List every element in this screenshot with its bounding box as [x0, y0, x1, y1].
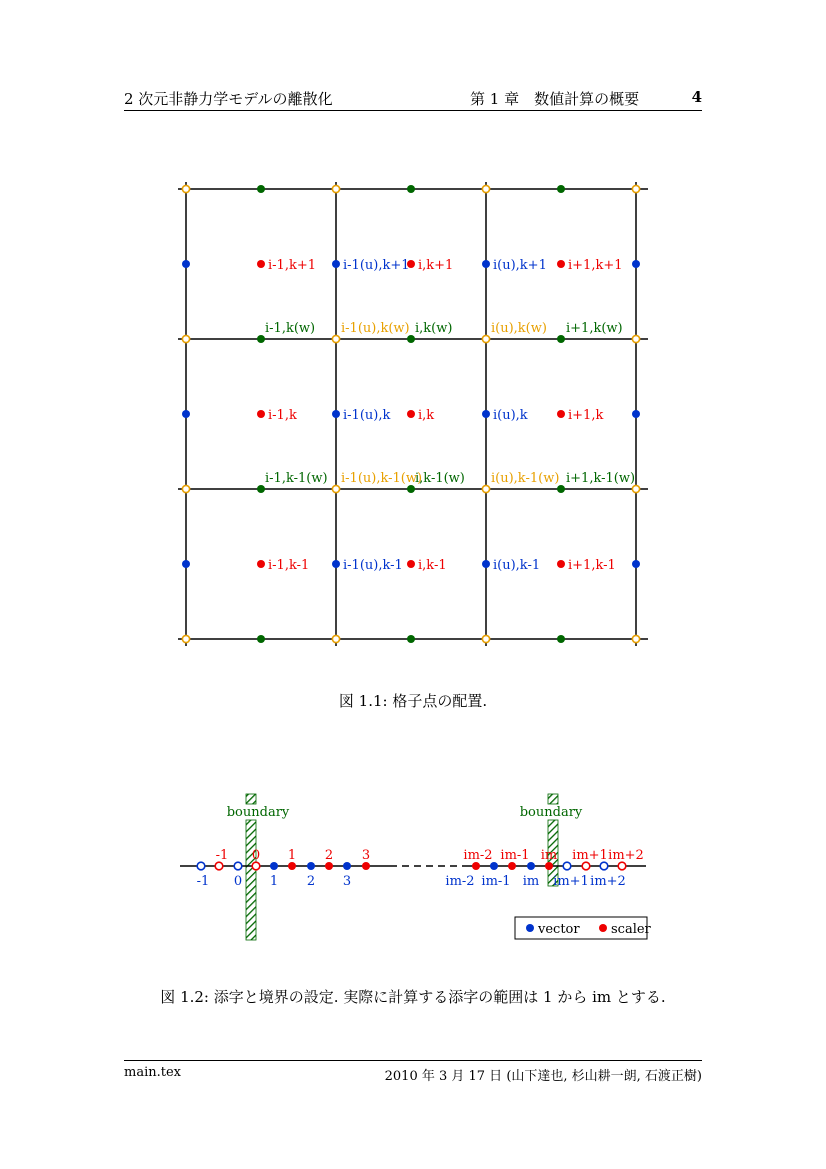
- green-point: [407, 335, 415, 343]
- orange-point: [632, 185, 639, 192]
- index-label: im: [522, 874, 540, 889]
- red-point: [545, 862, 553, 870]
- blue-label: i-1(u),k: [343, 408, 391, 423]
- red-point: [257, 410, 265, 418]
- orange-point: [632, 485, 639, 492]
- orange-point: [332, 185, 339, 192]
- red-open-point: [618, 862, 626, 870]
- left-blue-labels: [197, 874, 351, 889]
- red-point: [508, 862, 516, 870]
- red-point: [257, 260, 265, 268]
- blue-point: [332, 560, 340, 568]
- green-label: i-1,k-1(w): [265, 471, 328, 486]
- green-point: [407, 185, 415, 193]
- red-point: [407, 560, 415, 568]
- legend: [515, 917, 652, 939]
- blue-point: [490, 862, 498, 870]
- green-label: i-1,k(w): [265, 321, 316, 336]
- green-point: [257, 335, 265, 343]
- blue-point: [482, 260, 490, 268]
- red-point: [407, 410, 415, 418]
- red-point: [472, 862, 480, 870]
- green-label: i,k(w): [415, 321, 453, 336]
- green-labels: [265, 321, 635, 486]
- red-label: i+1,k-1: [568, 558, 616, 573]
- green-point: [257, 185, 265, 193]
- blue-point: [182, 410, 190, 418]
- red-point: [325, 862, 333, 870]
- index-label: 3: [342, 874, 352, 889]
- blue-point: [527, 862, 535, 870]
- blue-open-point: [600, 862, 608, 870]
- orange-labels: [341, 321, 559, 486]
- boundary-bar: [246, 794, 256, 804]
- orange-point: [632, 335, 639, 342]
- red-open-point: [215, 862, 223, 870]
- blue-point: [343, 862, 351, 870]
- orange-point: [182, 185, 189, 192]
- index-label: im: [540, 848, 558, 863]
- orange-point: [182, 635, 189, 642]
- right-red-labels: [463, 848, 643, 863]
- blue-point: [182, 560, 190, 568]
- red-label: i,k-1: [418, 558, 447, 573]
- red-point: [557, 410, 565, 418]
- blue-point: [482, 410, 490, 418]
- red-point: [362, 862, 370, 870]
- red-label: i,k: [418, 408, 435, 423]
- chapter-title: 第 1 章 数値計算の概要: [470, 90, 640, 108]
- index-label: im+1: [553, 874, 589, 889]
- boundary-label: boundary: [226, 805, 290, 820]
- orange-label: i(u),k(w): [491, 321, 547, 336]
- boundary-bar: [246, 820, 256, 940]
- green-point: [557, 635, 565, 643]
- blue-label: i-1(u),k+1: [343, 258, 410, 273]
- orange-point: [482, 485, 489, 492]
- legend-scaler-marker: [599, 924, 607, 932]
- red-label: i+1,k: [568, 408, 604, 423]
- red-label: i-1,k-1: [268, 558, 310, 573]
- green-label: i+1,k(w): [566, 321, 623, 336]
- orange-point: [332, 485, 339, 492]
- footer-filename: main.tex: [124, 1065, 181, 1080]
- orange-point: [332, 635, 339, 642]
- index-label: -1: [196, 874, 210, 889]
- blue-point: [332, 410, 340, 418]
- page-footer: [124, 1060, 702, 1084]
- red-label: i,k+1: [418, 258, 454, 273]
- blue-open-point: [234, 862, 242, 870]
- red-point: [557, 260, 565, 268]
- orange-point: [632, 635, 639, 642]
- legend-vector-label: vector: [538, 922, 580, 937]
- orange-point: [332, 335, 339, 342]
- green-point: [557, 485, 565, 493]
- index-label: im+2: [590, 874, 626, 889]
- blue-point: [182, 260, 190, 268]
- orange-point: [482, 635, 489, 642]
- red-labels: [268, 258, 623, 573]
- blue-labels: [343, 258, 547, 573]
- blue-label: i(u),k+1: [493, 258, 547, 273]
- blue-point: [307, 862, 315, 870]
- index-label: 1: [269, 874, 279, 889]
- blue-label: i-1(u),k-1: [343, 558, 403, 573]
- index-label: im+1: [572, 848, 608, 863]
- blue-point: [632, 410, 640, 418]
- red-point: [257, 560, 265, 568]
- blue-point: [270, 862, 278, 870]
- index-label: 2: [306, 874, 316, 889]
- left-red-labels: [216, 848, 370, 863]
- figure1-caption: 図 1.1: 格子点の配置.: [338, 692, 488, 710]
- orange-label: i-1(u),k-1(w): [341, 471, 423, 486]
- index-label: im-1: [500, 848, 530, 863]
- red-open-point: [252, 862, 260, 870]
- legend-scaler-label: scaler: [611, 922, 651, 937]
- blue-open-point: [563, 862, 571, 870]
- section-title: 2 次元非静力学モデルの離散化: [124, 90, 333, 108]
- index-label: im-1: [481, 874, 511, 889]
- blue-point: [482, 560, 490, 568]
- figure2-caption: 図 1.2: 添字と境界の設定. 実際に計算する添字の範囲は 1 から im とする.: [160, 988, 666, 1006]
- index-label: im-2: [445, 874, 475, 889]
- red-label: i-1,k+1: [268, 258, 316, 273]
- green-point: [407, 635, 415, 643]
- boundary-figure: [0, 780, 826, 960]
- orange-label: i-1(u),k(w): [341, 321, 410, 336]
- index-label: 0: [251, 848, 261, 863]
- orange-point: [182, 335, 189, 342]
- red-label: i+1,k+1: [568, 258, 623, 273]
- blue-point: [632, 260, 640, 268]
- green-point: [557, 185, 565, 193]
- red-point: [557, 560, 565, 568]
- index-label: 0: [233, 874, 243, 889]
- green-point: [407, 485, 415, 493]
- red-point: [288, 862, 296, 870]
- orange-point: [182, 485, 189, 492]
- green-label: i+1,k-1(w): [566, 471, 636, 486]
- blue-point: [332, 260, 340, 268]
- green-point: [257, 485, 265, 493]
- green-point: [257, 635, 265, 643]
- footer-date-authors: 2010 年 3 月 17 日 (山下達也, 杉山耕一朗, 石渡正樹): [384, 1069, 702, 1084]
- right-points: [472, 862, 626, 870]
- blue-label: i(u),k: [493, 408, 528, 423]
- right-blue-labels: [445, 874, 625, 889]
- red-open-point: [582, 862, 590, 870]
- index-label: im-2: [463, 848, 493, 863]
- blue-open-point: [197, 862, 205, 870]
- index-label: 3: [361, 848, 371, 863]
- index-label: 1: [287, 848, 297, 863]
- blue-point: [632, 560, 640, 568]
- red-label: i-1,k: [268, 408, 297, 423]
- green-label: i,k-1(w): [415, 471, 465, 486]
- orange-point: [482, 335, 489, 342]
- index-label: im+2: [608, 848, 644, 863]
- boundary-label: boundary: [519, 805, 583, 820]
- boundary-bar: [548, 794, 558, 804]
- blue-label: i(u),k-1: [493, 558, 541, 573]
- orange-point: [482, 185, 489, 192]
- page-number: 4: [691, 88, 702, 106]
- green-point: [557, 335, 565, 343]
- index-label: 2: [324, 848, 334, 863]
- orange-label: i(u),k-1(w): [491, 471, 560, 486]
- legend-vector-marker: [526, 924, 534, 932]
- index-label: -1: [215, 848, 229, 863]
